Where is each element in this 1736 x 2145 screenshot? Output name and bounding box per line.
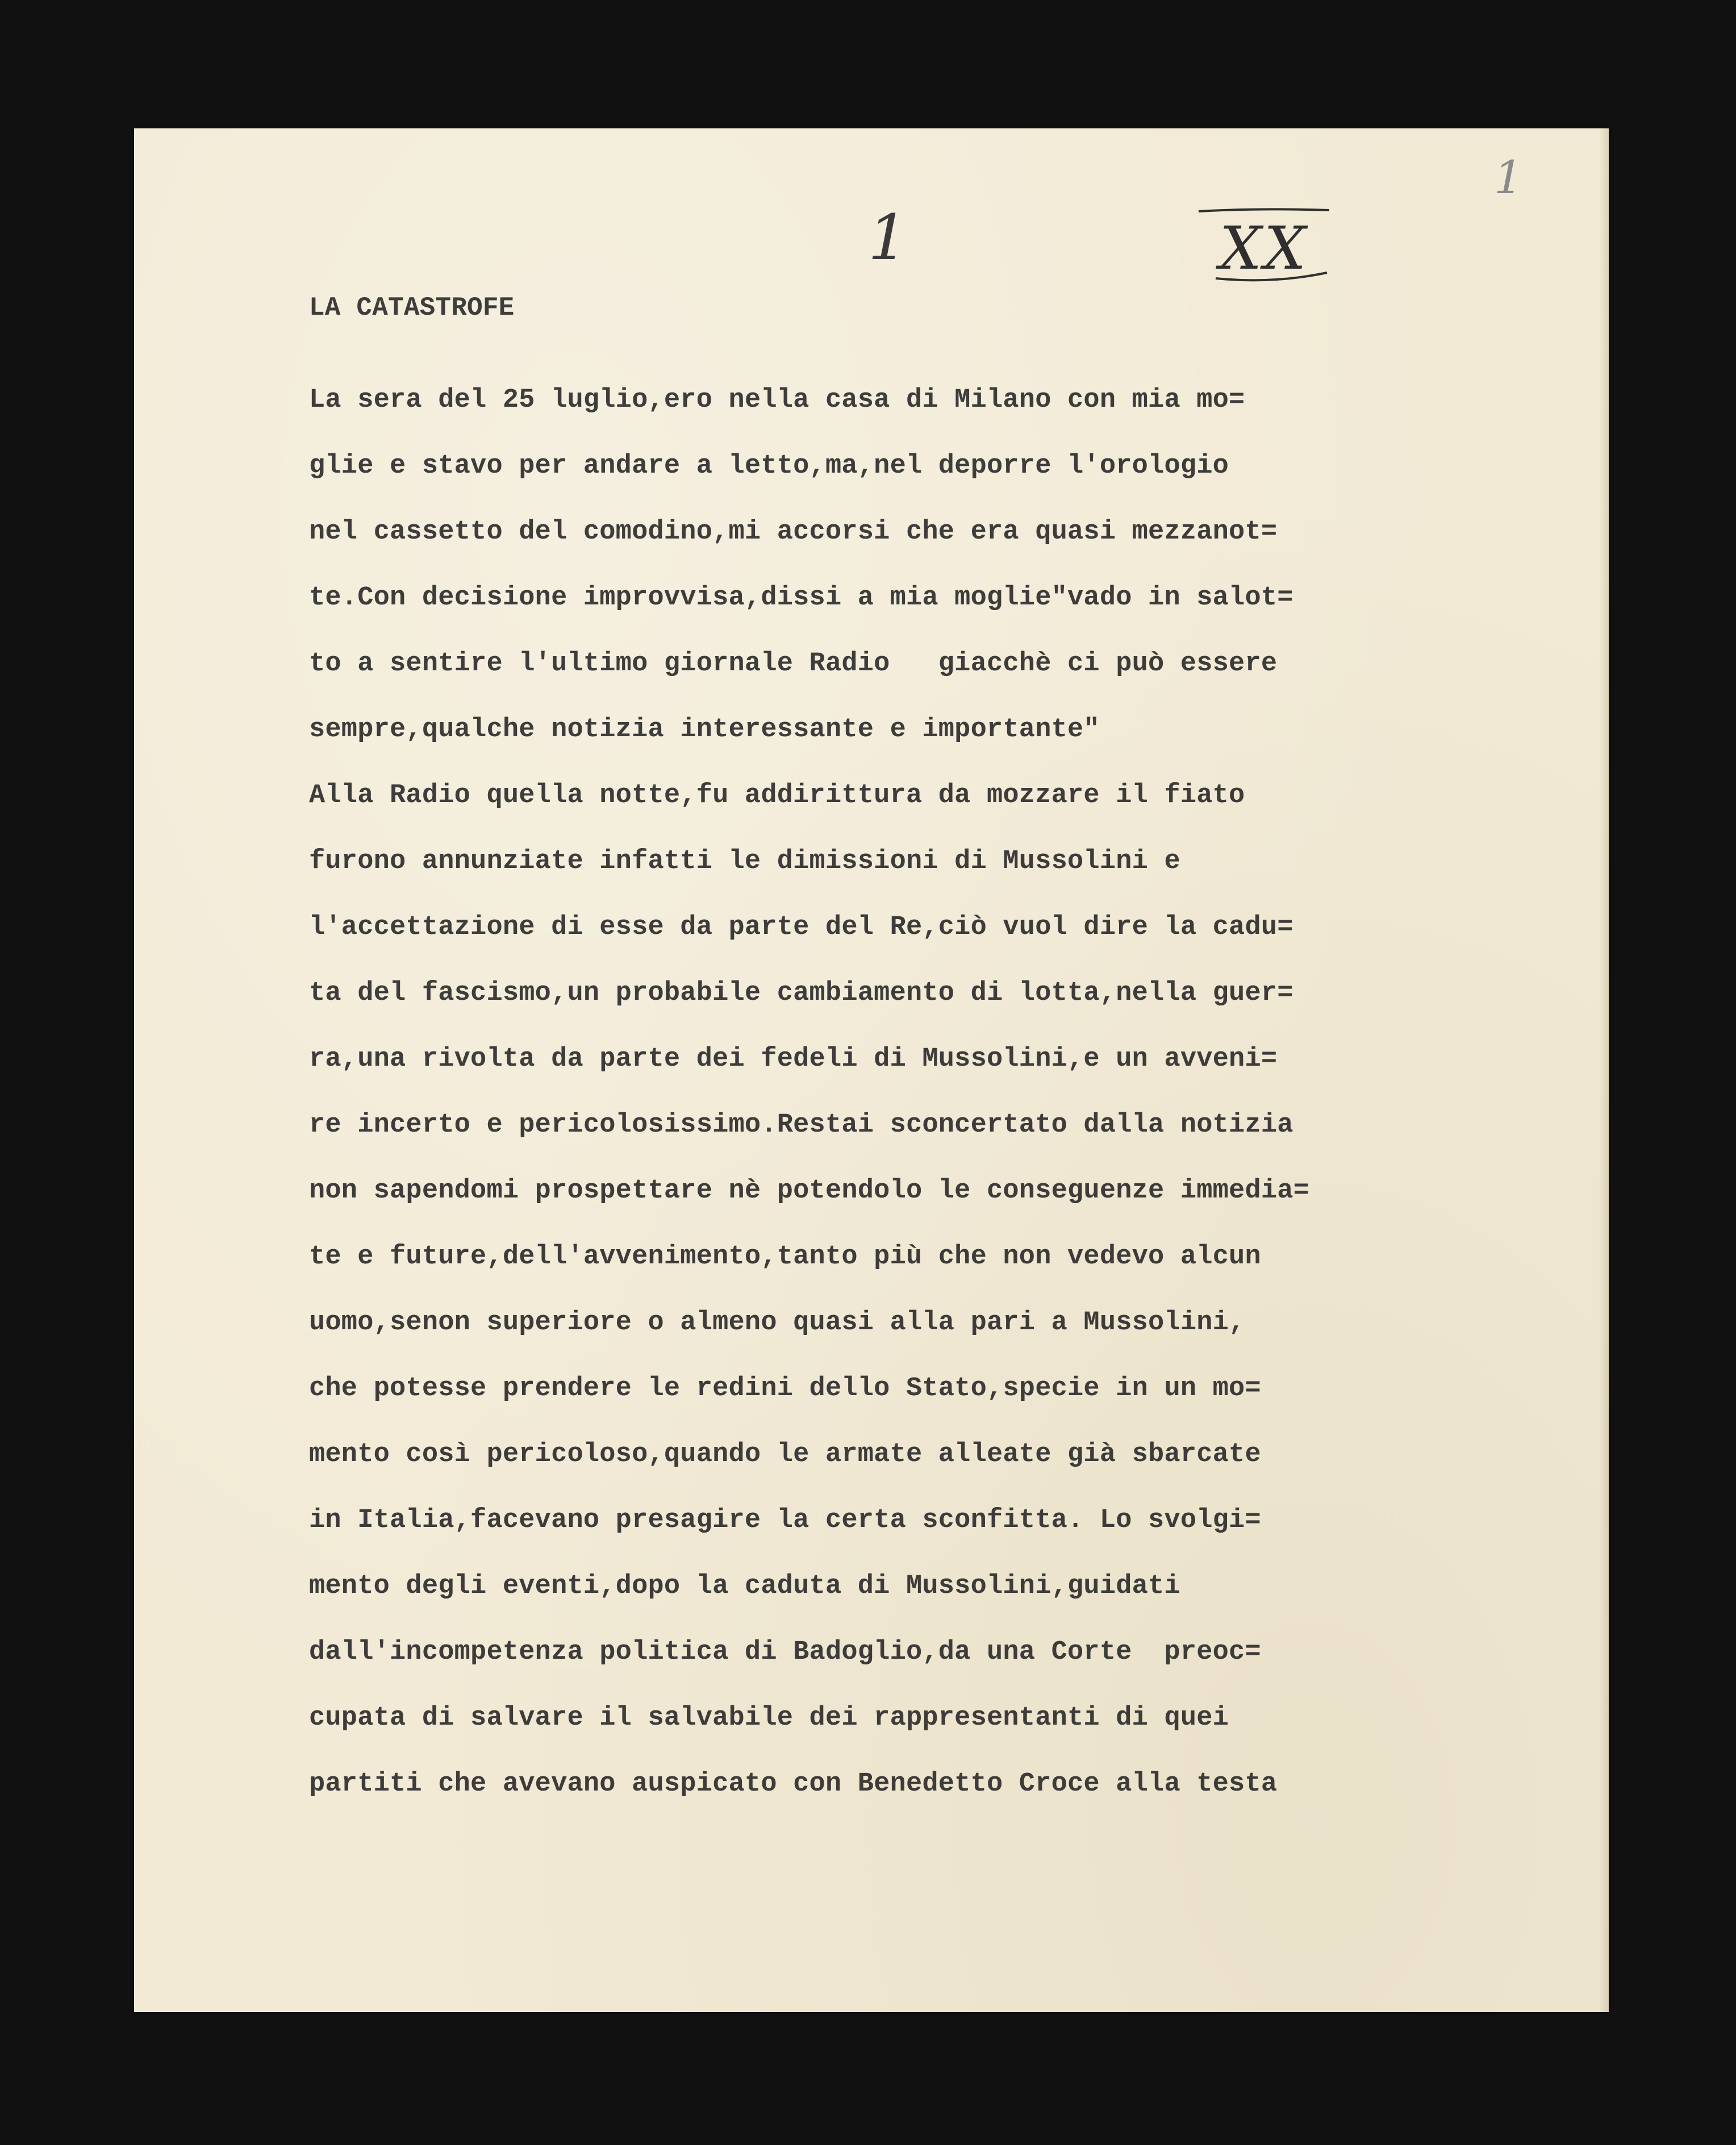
text-line: uomo,senon superiore o almeno quasi alla pari a Mussolini, [309,1308,1245,1338]
text-line: ta del fascismo,un probabile cambiamento di lotta,nella guer= [309,978,1293,1008]
text-line: che potesse prendere le redini dello Stato,specie in un mo= [309,1374,1261,1404]
handwritten-mark [1193,206,1335,291]
text-line: mento così pericoloso,quando le armate alleate già sbarcate [309,1439,1261,1470]
text-line: dall'incompetenza politica di Badoglio,da una Corte preoc= [309,1637,1261,1667]
text-line: cupata di salvare il salvabile dei rappresentanti di quei [309,1703,1229,1733]
text-line: glie e stavo per andare a letto,ma,nel deporre l'orologio [309,451,1229,481]
page-edge-shading [1599,128,1609,2012]
pencil-corner-number: 1 [1494,151,1523,204]
text-line: ra,una rivolta da parte dei fedeli di Mussolini,e un avveni= [309,1044,1278,1074]
text-line: partiti che avevano auspicato con Benedetto Croce alla testa [309,1769,1278,1799]
page-title: LA CATASTROFE [309,293,515,323]
text-line: Alla Radio quella notte,fu addirittura da mozzare il fiato [309,781,1245,811]
text-line: sempre,qualche notizia interessante e importante" [309,715,1100,745]
mark-label: XX [1219,214,1309,283]
text-line: te.Con decisione improvvisa,dissi a mia moglie"vado in salot= [309,583,1293,613]
text-line: La sera del 25 luglio,ero nella casa di Milano con mia mo= [309,385,1245,415]
text-line: furono annunziate infatti le dimissioni di Mussolini e [309,846,1180,877]
text-line: te e future,dell'avvenimento,tanto più che non vedevo alcun [309,1242,1261,1272]
handwritten-page-number: 1 [868,201,908,274]
text-line: in Italia,facevano presagire la certa sconfitta. Lo svolgi= [309,1505,1261,1535]
text-line: mento degli eventi,dopo la caduta di Mussolini,guidati [309,1571,1180,1601]
typed-page [134,128,1609,2012]
text-line: nel cassetto del comodino,mi accorsi che era quasi mezzanot= [309,517,1278,547]
text-line: non sapendomi prospettare nè potendolo le conseguenze immedia= [309,1176,1310,1206]
text-line: to a sentire l'ultimo giornale Radio giacchè ci può essere [309,649,1278,679]
text-line: re incerto e pericolosissimo.Restai sconcertato dalla notizia [309,1110,1293,1140]
text-line: l'accettazione di esse da parte del Re,ciò vuol dire la cadu= [309,912,1293,942]
